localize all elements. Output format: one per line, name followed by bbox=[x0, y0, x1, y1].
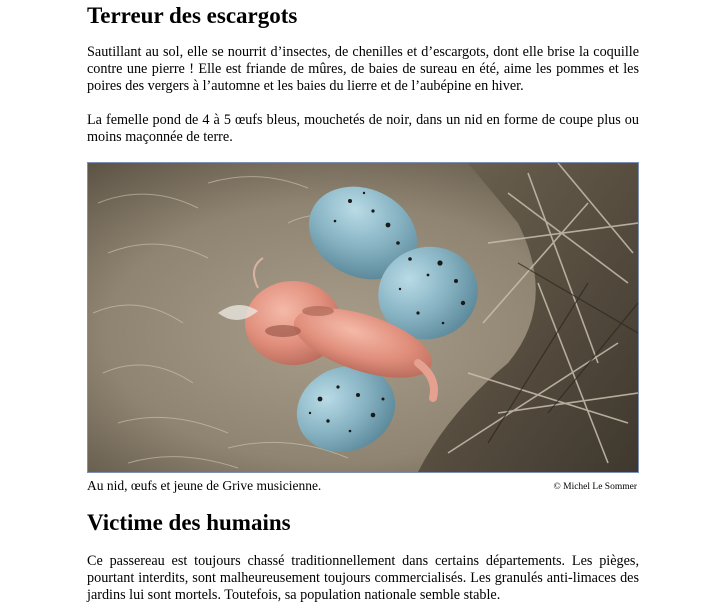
paragraph-diet: Sautillant au sol, elle se nourrit d’insectes, de chenilles et d’escargots, dont elle brise la coquille contre une pierre ! Elle est friande de mûres, de baies de sureau en été, aime les pommes et les poires des vergers à l’automne et les baies du lierre et de l’aubépine en hiver. bbox=[87, 44, 639, 94]
figure-caption: Au nid, œufs et jeune de Grive musicienne. bbox=[87, 478, 322, 493]
paragraph-nesting: La femelle pond de 4 à 5 œufs bleus, mouchetés de noir, dans un nid en forme de coupe plus ou moins maçonnée de terre. bbox=[87, 112, 639, 145]
nest-illustration bbox=[88, 163, 638, 472]
paragraph-threats: Ce passereau est toujours chassé traditionnellement dans certains départements. Les pièges, pourtant interdits, sont malheureusement toujours commercialisés. Les granulés anti-limaces des jardins lui sont mortels. Toutefois, sa population nationale semble stable. bbox=[87, 553, 639, 603]
photo-credit: © Michel Le Sommer bbox=[553, 482, 637, 492]
section-heading-humains: Victime des humains bbox=[87, 510, 291, 535]
section-heading-escargots: Terreur des escargots bbox=[87, 3, 298, 28]
nest-photo bbox=[87, 162, 639, 473]
